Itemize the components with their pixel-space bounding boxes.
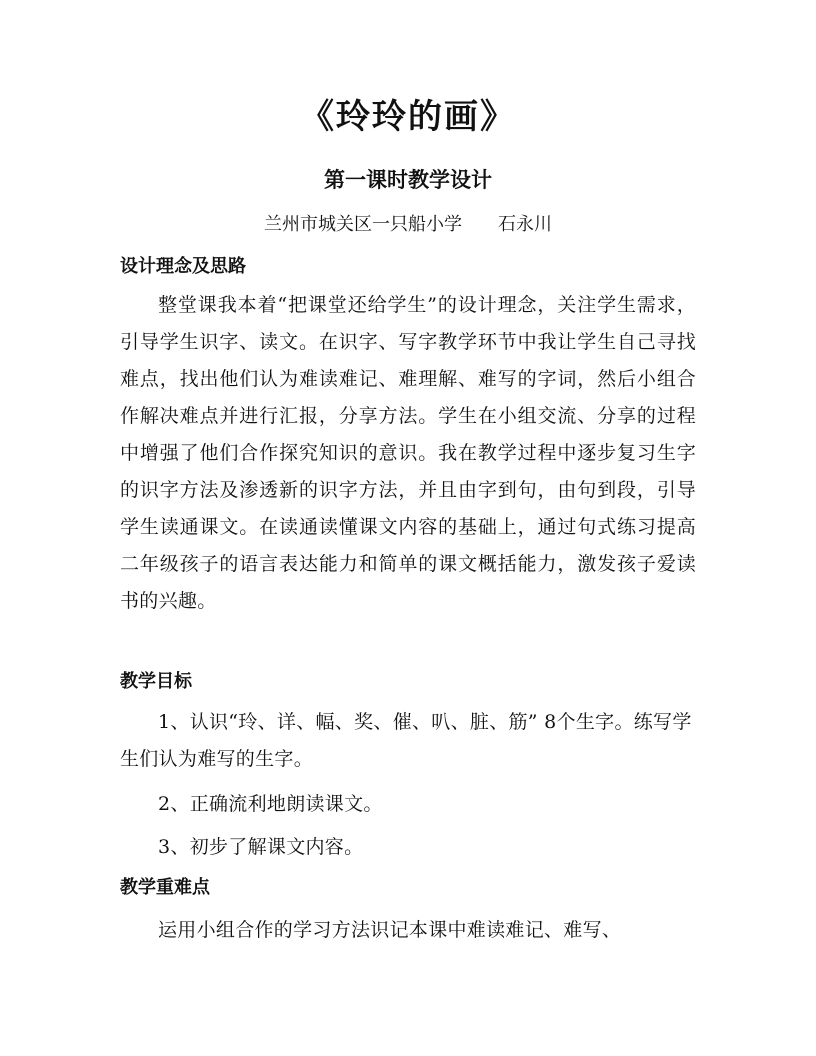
- goal-item-3: 3、初步了解课文内容。: [158, 836, 364, 858]
- school-name: 兰州市城关区一只船小学: [264, 214, 462, 235]
- author-name: 石永川: [498, 214, 552, 235]
- section-heading-concept: 设计理念及思路: [120, 256, 246, 277]
- concept-paragraph: 整堂课我本着“把课堂还给学生”的设计理念，关注学生需求，引导学生识字、读文。在识字、写字教学环节中我让学生自己寻找难点，找出他们认为难读难记、难理解、难写的字词，然后小组合作解决难点并进行汇报，分享方法。学生在小组交流、分享的过程中增强了他们合作探究知识的意识。我在教学过程中逐步复习生字的识字方法及渗透新的识字方法，并且由字到句，由句到段，引导学生读通课文。在读通读懂课文内容的基础上，通过句式练习提高二年级孩子的语言表达能力和简单的课文概括能力，激发孩子爱读书的兴趣。: [120, 294, 696, 612]
- document-subtitle: 第一课时教学设计: [324, 167, 492, 192]
- keypoints-paragraph: 运用小组合作的学习方法识记本课中难读难记、难写、: [158, 919, 622, 941]
- goal-item-2: 2、正确流利地朗读课文。: [158, 793, 383, 815]
- document-title: 《玲玲的画》: [300, 97, 516, 137]
- goal-item-1: 1、认识“玲、详、幅、奖、催、叭、脏、筋” 8个生字。练写学生们认为难写的生字。: [120, 711, 692, 770]
- section-heading-goals: 教学目标: [120, 671, 192, 692]
- author-line: [0, 211, 816, 239]
- section-heading-keypoints: 教学重难点: [120, 877, 210, 898]
